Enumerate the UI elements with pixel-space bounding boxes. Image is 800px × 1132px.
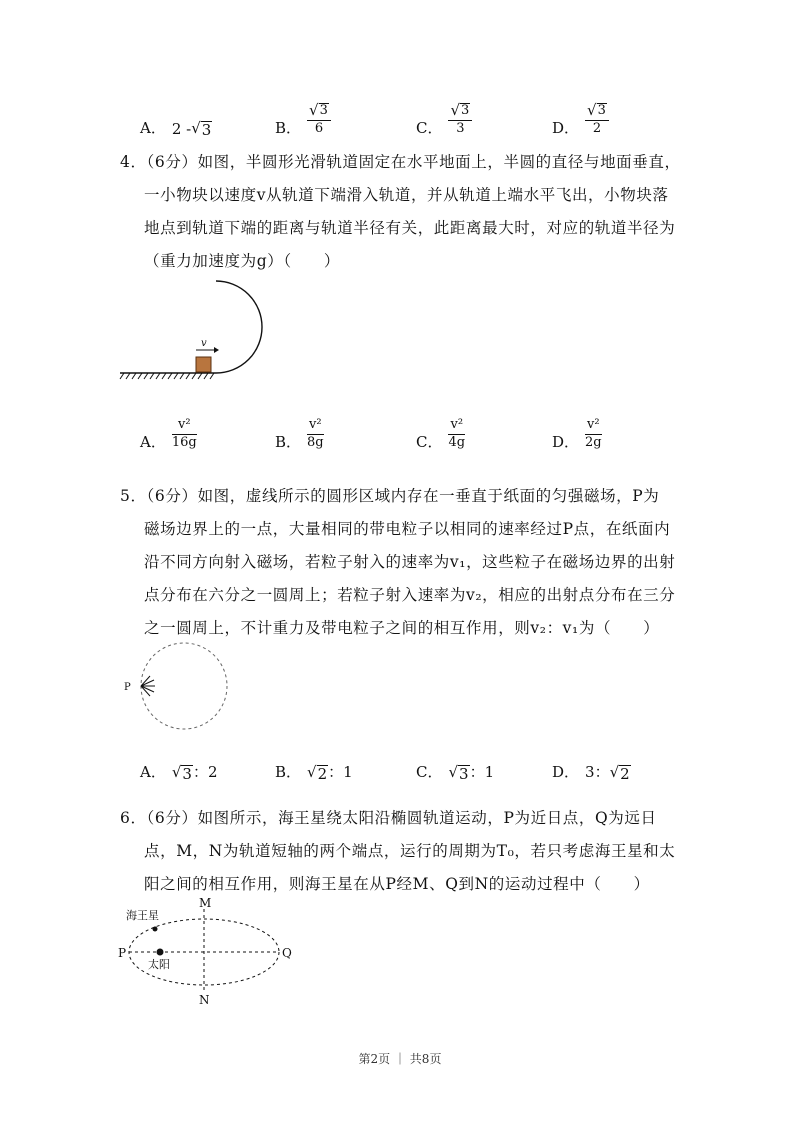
q4-option-d	[552, 418, 602, 452]
option-suffix: ：2	[192, 763, 218, 781]
option-suffix: ：1	[328, 763, 353, 781]
fraction	[307, 418, 324, 450]
radicand: 3	[201, 120, 212, 139]
q4-line-3: 地点到轨道下端的距离与轨道半径有关，此距离最大时，对应的轨道半径为	[144, 219, 676, 237]
velocity-label: v	[201, 338, 207, 349]
sqrt-expression: √ 2	[609, 762, 630, 783]
q5-line-4: 点分布在六分之一圆周上；若粒子射入速率为v₂，相应的出射点分布在三分	[144, 586, 676, 604]
q5-option-c	[416, 761, 494, 782]
q5-figure-magnetic-field-circle	[118, 640, 238, 735]
numerator: v²	[178, 417, 191, 433]
option-letter: C．	[416, 433, 443, 451]
q5-line-1: 5．（6分）如图，虚线所示的圆形区域内存在一垂直于纸面的匀强磁场，P为	[120, 487, 660, 505]
radicand: 3	[597, 103, 606, 119]
sun-label: 太阳	[148, 958, 170, 971]
fraction: √ 3 3	[448, 103, 472, 136]
q4-option-a	[140, 418, 197, 452]
option-letter: A．	[140, 119, 166, 137]
q5-line-3: 沿不同方向射入磁场，若粒子射入的速率为v₁，这些粒子在磁场边界的出射	[144, 553, 676, 571]
sun-dot	[157, 949, 164, 956]
sqrt-expression: √ 3	[448, 762, 469, 783]
q5-option-d	[552, 761, 631, 782]
option-letter: D．	[552, 433, 580, 451]
point-n-label: N	[199, 993, 210, 1007]
page-footer: 第2页 ｜ 共8页	[358, 1052, 442, 1066]
denominator: 2	[592, 120, 602, 136]
q3-option-d	[552, 103, 609, 138]
fraction: √ 3 6	[307, 103, 331, 136]
radicand: 3	[461, 103, 470, 119]
option-letter: A．	[140, 763, 166, 781]
q3-options	[140, 88, 700, 138]
option-prefix: 2 -	[171, 120, 192, 138]
option-letter: C．	[416, 119, 443, 137]
point-p-label: P	[118, 946, 127, 960]
q4-line-2: 一小物块以速度v从轨道下端滑入轨道，并从轨道上端水平飞出，小物块落	[144, 186, 669, 204]
q4-option-b	[275, 418, 324, 452]
denominator: 3	[456, 120, 465, 136]
option-letter: D．	[552, 119, 580, 137]
q5-options	[140, 732, 700, 782]
denominator: 2g	[585, 434, 602, 450]
radicand: 3	[182, 764, 192, 783]
q4-options	[140, 402, 700, 452]
q3-option-b	[275, 103, 331, 138]
q3-option-a	[140, 117, 212, 138]
option-letter: C．	[416, 763, 443, 781]
option-letter: B．	[275, 763, 302, 781]
denominator: 16g	[171, 434, 197, 450]
denominator: 6	[314, 120, 324, 136]
sqrt-expression: √ 3	[191, 118, 212, 139]
q6-line-2: 点，M，N为轨道短轴的两个端点，运行的周期为T₀，若只考虑海王星和太	[144, 842, 676, 860]
denominator: 4g	[448, 434, 466, 450]
option-letter: D．	[552, 763, 580, 781]
point-q-label: Q	[282, 946, 292, 960]
q4-line-4: （重力加速度为g）（ ）	[144, 252, 340, 270]
q4-line-1: 4．（6分）如图，半圆形光滑轨道固定在水平地面上，半圆的直径与地面垂直，	[120, 153, 681, 171]
q6-line-3: 阳之间的相互作用，则海王星在从P经M、Q到N的运动过程中（ ）	[144, 875, 650, 893]
q5-line-2: 磁场边界上的一点，大量相同的带电粒子以相同的速率经过P点，在纸面内	[144, 520, 671, 538]
q4-figure-semicircle-track	[118, 280, 278, 385]
fraction	[585, 418, 602, 450]
radicand: 2	[317, 764, 328, 783]
numerator: v²	[450, 417, 464, 433]
radicand: 2	[620, 764, 630, 783]
point-m-label: M	[199, 896, 212, 910]
option-letter: B．	[275, 119, 302, 137]
radicand: 3	[319, 103, 328, 119]
radicand: 3	[459, 764, 469, 783]
q6-figure-elliptical-orbit	[118, 895, 308, 1010]
fraction: √ 3 2	[585, 103, 609, 136]
q5-option-a	[140, 761, 218, 782]
option-suffix: ：1	[469, 763, 495, 781]
sqrt-expression: √ 3	[171, 762, 192, 783]
numerator: v²	[587, 417, 600, 433]
q3-option-c	[416, 103, 472, 138]
q4-option-c	[416, 418, 465, 452]
point-p-label: P	[124, 682, 131, 693]
neptune-label: 海王星	[126, 909, 159, 922]
sqrt-expression: √ 2	[307, 762, 328, 783]
denominator: 8g	[307, 434, 324, 450]
neptune-dot	[153, 927, 158, 932]
option-letter: A．	[140, 433, 166, 451]
numerator: v²	[309, 417, 322, 433]
option-letter: B．	[275, 433, 302, 451]
q5-line-5: 之一圆周上，不计重力及带电粒子之间的相互作用，则v₂：v₁为（ ）	[144, 619, 660, 637]
q6-line-1: 6．（6分）如图所示，海王星绕太阳沿椭圆轨道运动，P为近日点，Q为远日	[120, 809, 657, 827]
fraction	[172, 418, 197, 450]
q5-option-b	[275, 761, 353, 782]
option-prefix: 3：	[585, 763, 610, 781]
fraction	[448, 418, 465, 450]
